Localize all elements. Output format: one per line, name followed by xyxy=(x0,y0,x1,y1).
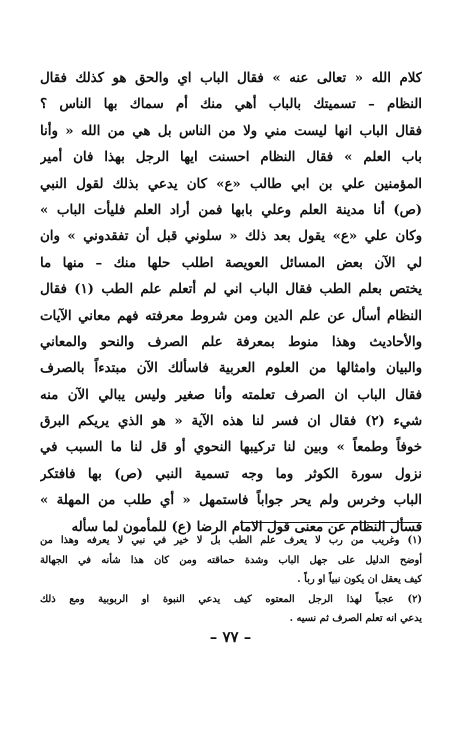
body-line: فقال الباب ان الصرف تعلمته وأنا صغير وليس يبالي الآن منه xyxy=(40,387,422,403)
body-line: فسأل النظام عن معنى قول الامام الرضا (ع) للمأمون لما سأله xyxy=(71,519,422,535)
body-line: كلام الله « تعالى عنه » فقال الباب اي والحق هو كذلك فقال xyxy=(40,71,422,86)
body-text xyxy=(40,66,422,541)
body-line: النظام – تسميتك بالباب أهي منك أم سماك بها الناس ؟ xyxy=(40,97,422,113)
body-line: خوفاً وطمعاً » وبين لنا تركيبها النحوي أو قل لنا ما السبب في xyxy=(40,440,422,456)
footnote-separator xyxy=(240,522,422,523)
body-line: يختص بعلم الطب فقال الباب اني لم أتعلم علم الطب (١) فقال xyxy=(40,282,422,298)
body-line: والأحاديث وهذا منوط بمعرفة علم الصرف والنحو والمعاني xyxy=(40,334,422,350)
footnote-line: كيف يعقل ان يكون نبياً او رباً . xyxy=(297,574,422,585)
footnote-line: أوضح الدليل على جهل الباب وشدة حماقته ومن كان هذا شأنه في الجهالة xyxy=(40,554,422,566)
footnote-line: يدعي انه تعلم الصرف ثم نسيه . xyxy=(289,613,422,624)
body-line: شيء (٢) فقال ان فسر لنا هذه الآية « هو الذي يريكم البرق xyxy=(40,414,422,430)
body-line: النظام أسأل عن علم الدين ومن شروط معرفته فهم معاني الآيات xyxy=(40,308,422,324)
body-line: الباب وخرس ولم يحر جواباً فاستمهل « أي طلب من المهلة » xyxy=(40,493,422,509)
body-line: باب العلم » فقال النظام احسنت ايها الرجل بهذا فان أمير xyxy=(40,150,422,166)
footnotes xyxy=(40,531,422,629)
footnote-line: (١) وغريب من رب لا يعرف علم الطب بل لا خير في نبي لا يعرفه وهذا من xyxy=(40,535,422,546)
body-line: المؤمنين علي بن ابي طالب «ع» كان يدعي بذلك لقول النبي xyxy=(40,176,422,192)
body-line: فقال الباب انها ليست مني ولا من الناس بل هي من الله « وأنا xyxy=(40,123,422,139)
page-number: – ٧٧ – xyxy=(209,628,252,646)
footnote-line: (٢) عجباً لهذا الرجل المعتوه كيف يدعي النبوة او الربوبية ومع ذلك xyxy=(40,593,422,605)
body-line: (ص) أنا مدينة العلم وعلي بابها فمن أراد العلم فليأت الباب » xyxy=(40,202,422,218)
body-line: نزول سورة الكوثر وما وجه تسمية النبي (ص) بها فافتكر xyxy=(40,466,422,482)
body-line: والبيان وامثالها من العلوم العربية فاسألك الآن مبتدءاً بالصرف xyxy=(40,361,422,377)
body-line: لي الآن بعض المسائل العويصة اطلب حلها منك – منها ما xyxy=(40,255,422,271)
body-line: وكان علي «ع» يقول بعد ذلك « سلوني قبل أن تفقدوني » وان xyxy=(40,229,422,245)
